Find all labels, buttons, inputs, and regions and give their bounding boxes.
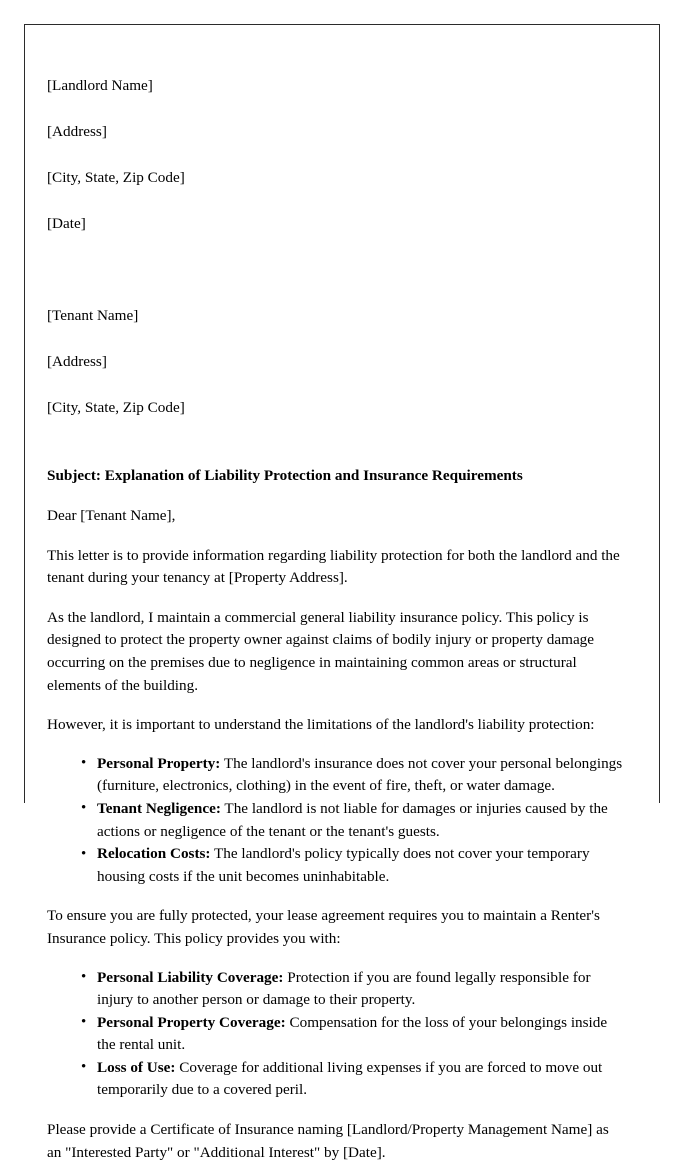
limitation-body: The landlord's policy typically does not cover your temporary housing costs if the unit becomes uninhabitable. — [97, 845, 590, 885]
list-item — [97, 753, 625, 798]
coverage-body: Compensation for the loss of your belongings inside the rental unit. — [97, 1013, 608, 1054]
recipient-address-block — [47, 281, 625, 442]
paragraph-limitations-intro: However, it is important to understand the limitations of the landlord's liability protection: — [47, 716, 595, 734]
list-item — [97, 798, 625, 843]
list-item — [97, 843, 625, 888]
coverages-list — [47, 967, 625, 1103]
recipient-name: [Tenant Name] — [47, 307, 139, 324]
limitation-lead: Relocation Costs: — [97, 845, 211, 863]
list-item — [97, 967, 625, 1012]
coverage-body: Protection if you are found legally responsible for injury to another person or damage to their property. — [97, 968, 591, 1009]
sender-street: [Address] — [47, 123, 107, 140]
limitation-body: The landlord is not liable for damages or injuries caused by the actions or negligence of the tenant or the tenant's guests. — [97, 799, 608, 840]
list-item — [97, 1012, 625, 1057]
sender-address-block — [47, 51, 625, 258]
list-item — [97, 1057, 625, 1102]
limitation-lead: Tenant Negligence: — [97, 799, 221, 817]
coverage-lead: Personal Liability Coverage: — [97, 968, 284, 986]
paragraph-renters-insurance-intro: To ensure you are fully protected, your lease agreement requires you to maintain a Renter's Insurance policy. This policy provides you with: — [47, 907, 600, 947]
subject-line: Subject: Explanation of Liability Protection and Insurance Requirements — [47, 467, 523, 484]
sender-name: [Landlord Name] — [47, 77, 153, 94]
document-body — [25, 25, 659, 1164]
recipient-city-state-zip: [City, State, Zip Code] — [47, 399, 185, 416]
letter-date: [Date] — [47, 215, 86, 232]
recipient-street: [Address] — [47, 353, 107, 370]
coverage-lead: Loss of Use: — [97, 1058, 176, 1076]
salutation: Dear [Tenant Name], — [47, 507, 176, 524]
paragraph-intro: This letter is to provide information regarding liability protection for both the landlord and the tenant during your tenancy at [Property Address]. — [47, 546, 620, 587]
coverage-body: Coverage for additional living expenses if you are forced to move out temporarily due to a covered peril. — [97, 1058, 603, 1099]
paragraph-landlord-policy: As the landlord, I maintain a commercial general liability insurance policy. This policy is designed to protect the property owner against claims of bodily injury or property damage occurring on the premises due to negligence in maintaining common areas or structural elements of the building. — [47, 608, 595, 694]
address-block-spacer — [47, 258, 625, 281]
coverage-lead: Personal Property Coverage: — [97, 1013, 286, 1031]
document-page — [24, 24, 660, 1161]
limitation-lead: Personal Property: — [97, 754, 221, 772]
limitation-body: The landlord's insurance does not cover your personal belongings (furniture, electronics, clothing) in the event of fire, theft, or water damage. — [97, 754, 623, 795]
sender-city-state-zip: [City, State, Zip Code] — [47, 169, 185, 186]
limitations-list — [47, 753, 625, 889]
paragraph-certificate-request: Please provide a Certificate of Insurance naming [Landlord/Property Management Name] as an "Interested Party" or "Additional Interest" by [Date]. — [47, 1121, 609, 1161]
